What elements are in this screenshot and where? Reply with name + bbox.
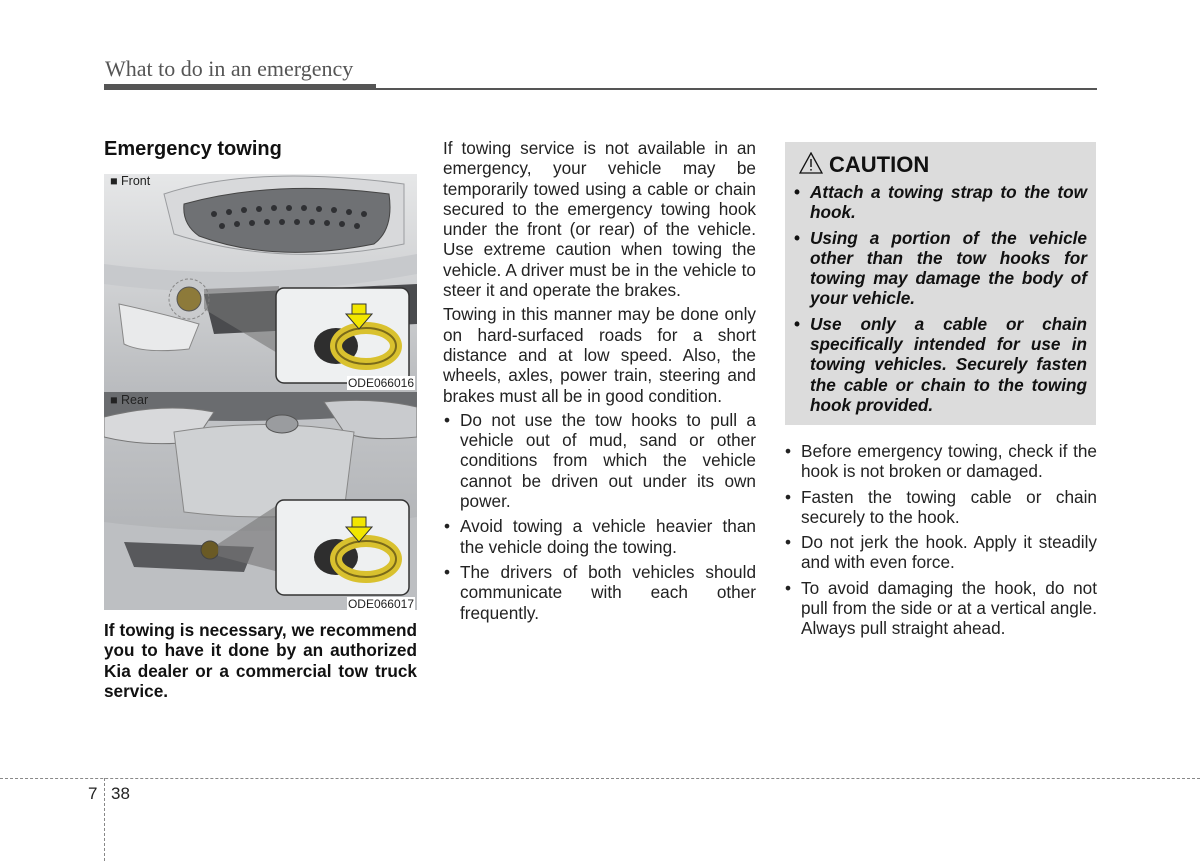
list-item: • Do not use the tow hooks to pull a vehicle out of mud, sand or other conditions from which the vehicle cannot be driven out under its own power. — [443, 410, 756, 511]
front-figure-code: ODE066016 — [347, 376, 414, 390]
section-title: Emergency towing — [104, 138, 282, 160]
caution-list — [792, 182, 1087, 420]
list-item: • Do not jerk the hook. Apply it steadily and with even force. — [784, 532, 1097, 573]
warning-triangle-icon — [799, 152, 823, 180]
page-number: 38 — [111, 784, 130, 803]
rear-figure-code: ODE066017 — [347, 597, 414, 611]
rear-figure-label: ■ Rear — [110, 393, 149, 407]
towing-conditions-paragraph: Towing in this manner may be done only on hard-surfaced roads for a short distance and at low speed. Also, the wheels, axles, power train, steering and brakes must all be in good condition. — [443, 304, 756, 406]
rear-towing-figure — [104, 392, 417, 610]
hook-guidance-list — [784, 441, 1097, 639]
header-title: What to do in an emergency — [105, 56, 354, 81]
towing-rules-list — [443, 410, 756, 623]
list-item: • Before emergency towing, check if the hook is not broken or damaged. — [784, 441, 1097, 482]
caution-heading — [799, 152, 929, 180]
list-item: • The drivers of both vehicles should communicate with each other frequently. — [443, 562, 756, 623]
header-rule-thin — [376, 88, 1097, 90]
list-item: • To avoid damaging the hook, do not pull from the side or at a vertical angle. Always pull straight ahead. — [784, 578, 1097, 639]
rear-car-illustration — [104, 392, 417, 610]
list-item: • Using a portion of the vehicle other than the tow hooks for towing may damage the body of your vehicle. — [792, 228, 1087, 309]
right-column — [784, 441, 1097, 644]
list-item: • Attach a towing strap to the tow hook. — [792, 182, 1087, 223]
list-item: • Use only a cable or chain specifically intended for use in towing vehicles. Securely fasten the cable or chain to the towing hook provided. — [792, 314, 1087, 415]
front-car-illustration — [104, 174, 417, 394]
middle-column — [443, 138, 756, 628]
footer-divider — [0, 778, 1200, 779]
footer-vertical-divider — [104, 778, 105, 861]
towing-intro-paragraph: If towing service is not available in an emergency, your vehicle may be temporarily towed using a cable or chain secured to the emergency towing hook under the front (or rear) of the vehicle. Use extreme caution when towing the vehicle. A driver must be in the vehicle to steer it and operate the brakes. — [443, 138, 756, 301]
list-item: • Fasten the towing cable or chain securely to the hook. — [784, 487, 1097, 528]
front-figure-label: ■ Front — [110, 174, 151, 188]
caution-title: CAUTION — [829, 152, 930, 177]
front-towing-figure — [104, 174, 417, 394]
list-item: • Avoid towing a vehicle heavier than the vehicle doing the towing. — [443, 516, 756, 557]
header-rule-thick — [104, 84, 376, 90]
caution-box — [785, 142, 1096, 425]
chapter-number: 7 — [88, 784, 98, 803]
dealer-recommendation: If towing is necessary, we recommend you to have it done by an authorized Kia dealer or a commercial tow truck service. — [104, 620, 417, 701]
